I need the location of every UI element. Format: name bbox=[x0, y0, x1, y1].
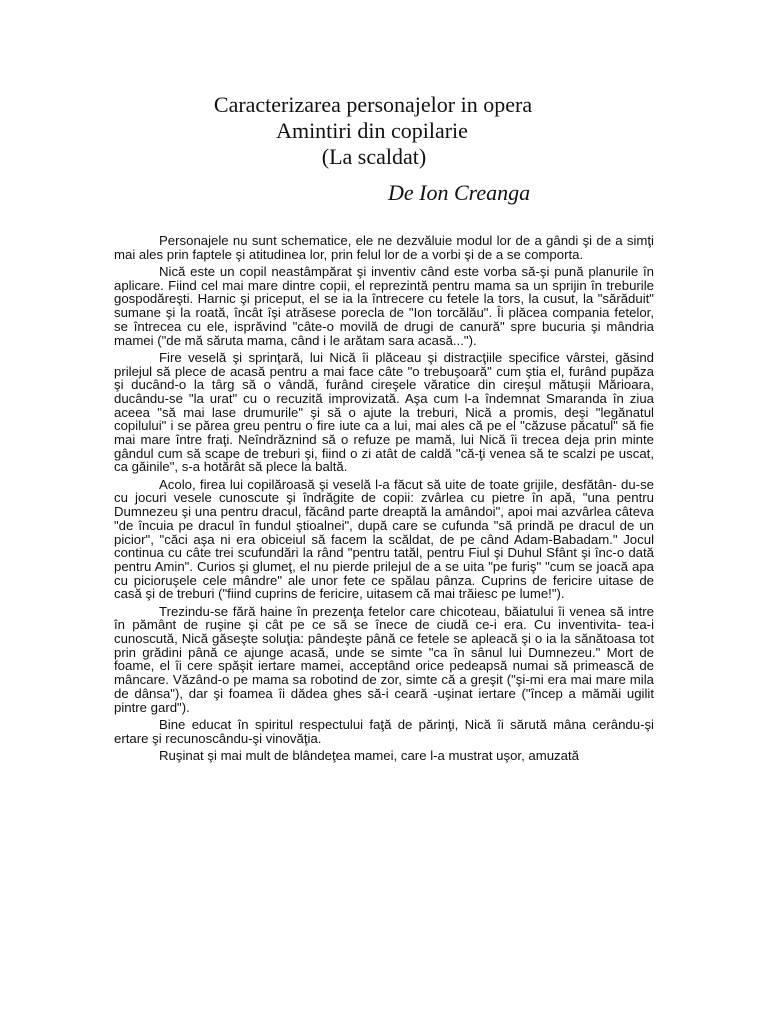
paragraph-6: Bine educat în spiritul respectului faţă de părinţi, Nică îi sărută mâna cerându-şi ertare şi recunoscându-şi vinovăţia. bbox=[114, 716, 654, 746]
title-line-3: (La scaldat) bbox=[321, 144, 427, 169]
paragraph-3: Fire veselă şi sprinţară, lui Nică îi plăceau şi distracţiile specifice vârstei, găsind prilejul să plece de acasă pentru a mai face câte "o trebuşoară" cum ştia el, furând pupăza şi ducând-o la târg să o vândă, furând cireşele văratice din cireşul mătuşii Mărioara, ducându-se "la urat" cu o recuzită improvizată. Aşa cum l-a îndemnat Smaranda în ziua aceea "să mai lase drumurile" şi să o ajute la treburi, Nică a promis, deşi "legănatul copilului" i se părea greu pentru o fire iute ca a lui, mai ales că pe el "căzuse păcatul" să fie mai mare între fraţi. Neîndrăznind să o refuze pe mamă, lui Nică îi trecea deja prin minte gândul cum să scape de treburi şi, fiind o zi atât de caldă "că-ţi venea să te scalzi pe uscat, ca găinile", s-a hotărât să plece la baltă. bbox=[114, 349, 654, 475]
title-line-1: Caracterizarea personajelor in opera bbox=[213, 92, 533, 117]
paragraph-1: Personajele nu sunt schematice, ele ne dezvăluie modul lor de a gândi şi de a simţi mai ales prin faptele şi atitudinea lor, prin felul lor de a vorbi şi de a se comporta. bbox=[114, 233, 654, 262]
paragraph-4: Acolo, firea lui copilăroasă şi veselă l-a făcut să uite de toate grijile, desfătân- du-se cu jocuri vesele cunoscute şi îndrăgite de copii: zvârlea cu pietre în apă, "una pentru Dumnezeu şi una pentru dracul, făcând parte dreaptă la amândoi", apoi mai azvârlea câteva "de încuia pe dracul în fundul ştioalnei", după care se cufunda "să prindă pe dracul de un picior", "căci aşa ni era obiceiul să facem la scăldat, de pe când Adam-Babadam." Jocul continua cu câte trei scufundări la rând "pentru tatăl, pentru Fiul şi Duhul Sfânt şi înc-o dată pentru Amin". Curios şi glumeţ, el nu pierde prilejul de a se uita "pe furiş" "cum se joacă apa cu picioruşele cele mândre" ale unor fete ce spălau pânza. Cuprins de fericire uitase de casă şi de treburi ("fiind cuprins de fericire, uitasem că mai trăiesc pe lume!"). bbox=[114, 476, 654, 602]
document-body bbox=[114, 234, 654, 766]
paragraph-7: Ruşinat şi mai mult de blândeţea mamei, care l-a mustrat uşor, amuzată bbox=[159, 747, 579, 763]
title-line-2: Amintiri din copilarie bbox=[276, 118, 468, 143]
document-title bbox=[0, 92, 768, 170]
paragraph-5: Trezindu-se fără haine în prezenţa fetelor care chicoteau, băiatului îi venea să intre în pământ de ruşine şi cât pe ce să se înece de ciudă ce-i era. Cu inventivita- tea-i cunoscută, Nică găseşte soluţia: pândeşte până ce fetele se apleacă şi o ia la sănătoasa tot prin grădini până ce ajunge acasă, unde se simte "ca în sânul lui Dumnezeu." Mort de foame, el îi cere spăşit iertare mamei, acceptând orice pedeapsă numai să primească de mâncare. Văzând-o pe mama sa robotind de zor, simte că a greşit ("şi-mi era mai mare mila de dânsa"), dar şi foamea îi dădea ghes să-i ceară -uşinat iertare ("încep a mămăi ugilit pintre gard"). bbox=[114, 603, 654, 715]
paragraph-2: Nică este un copil neastâmpărat şi inventiv când este vorba să-şi pună planurile în aplicare. Fiind cel mai mare dintre copii, el reprezintă pentru mama sa un sprijin în treburile gospodăreşti. Harnic şi priceput, el se ia la întrecere cu fetele la tors, la cusut, la "sărăduit" sumane şi la roată, încât îşi atrăsese porecla de "Ion torcălău". Îi plăcea compania fetelor, se întrecea cu ele, isprăvind "câte-o movilă de drugi de canură" spre bucuria şi mândria mamei ("de mă săruta mama, când i le arătam sara acasă..."). bbox=[114, 264, 654, 348]
document-author: De Ion Creanga bbox=[388, 180, 531, 205]
